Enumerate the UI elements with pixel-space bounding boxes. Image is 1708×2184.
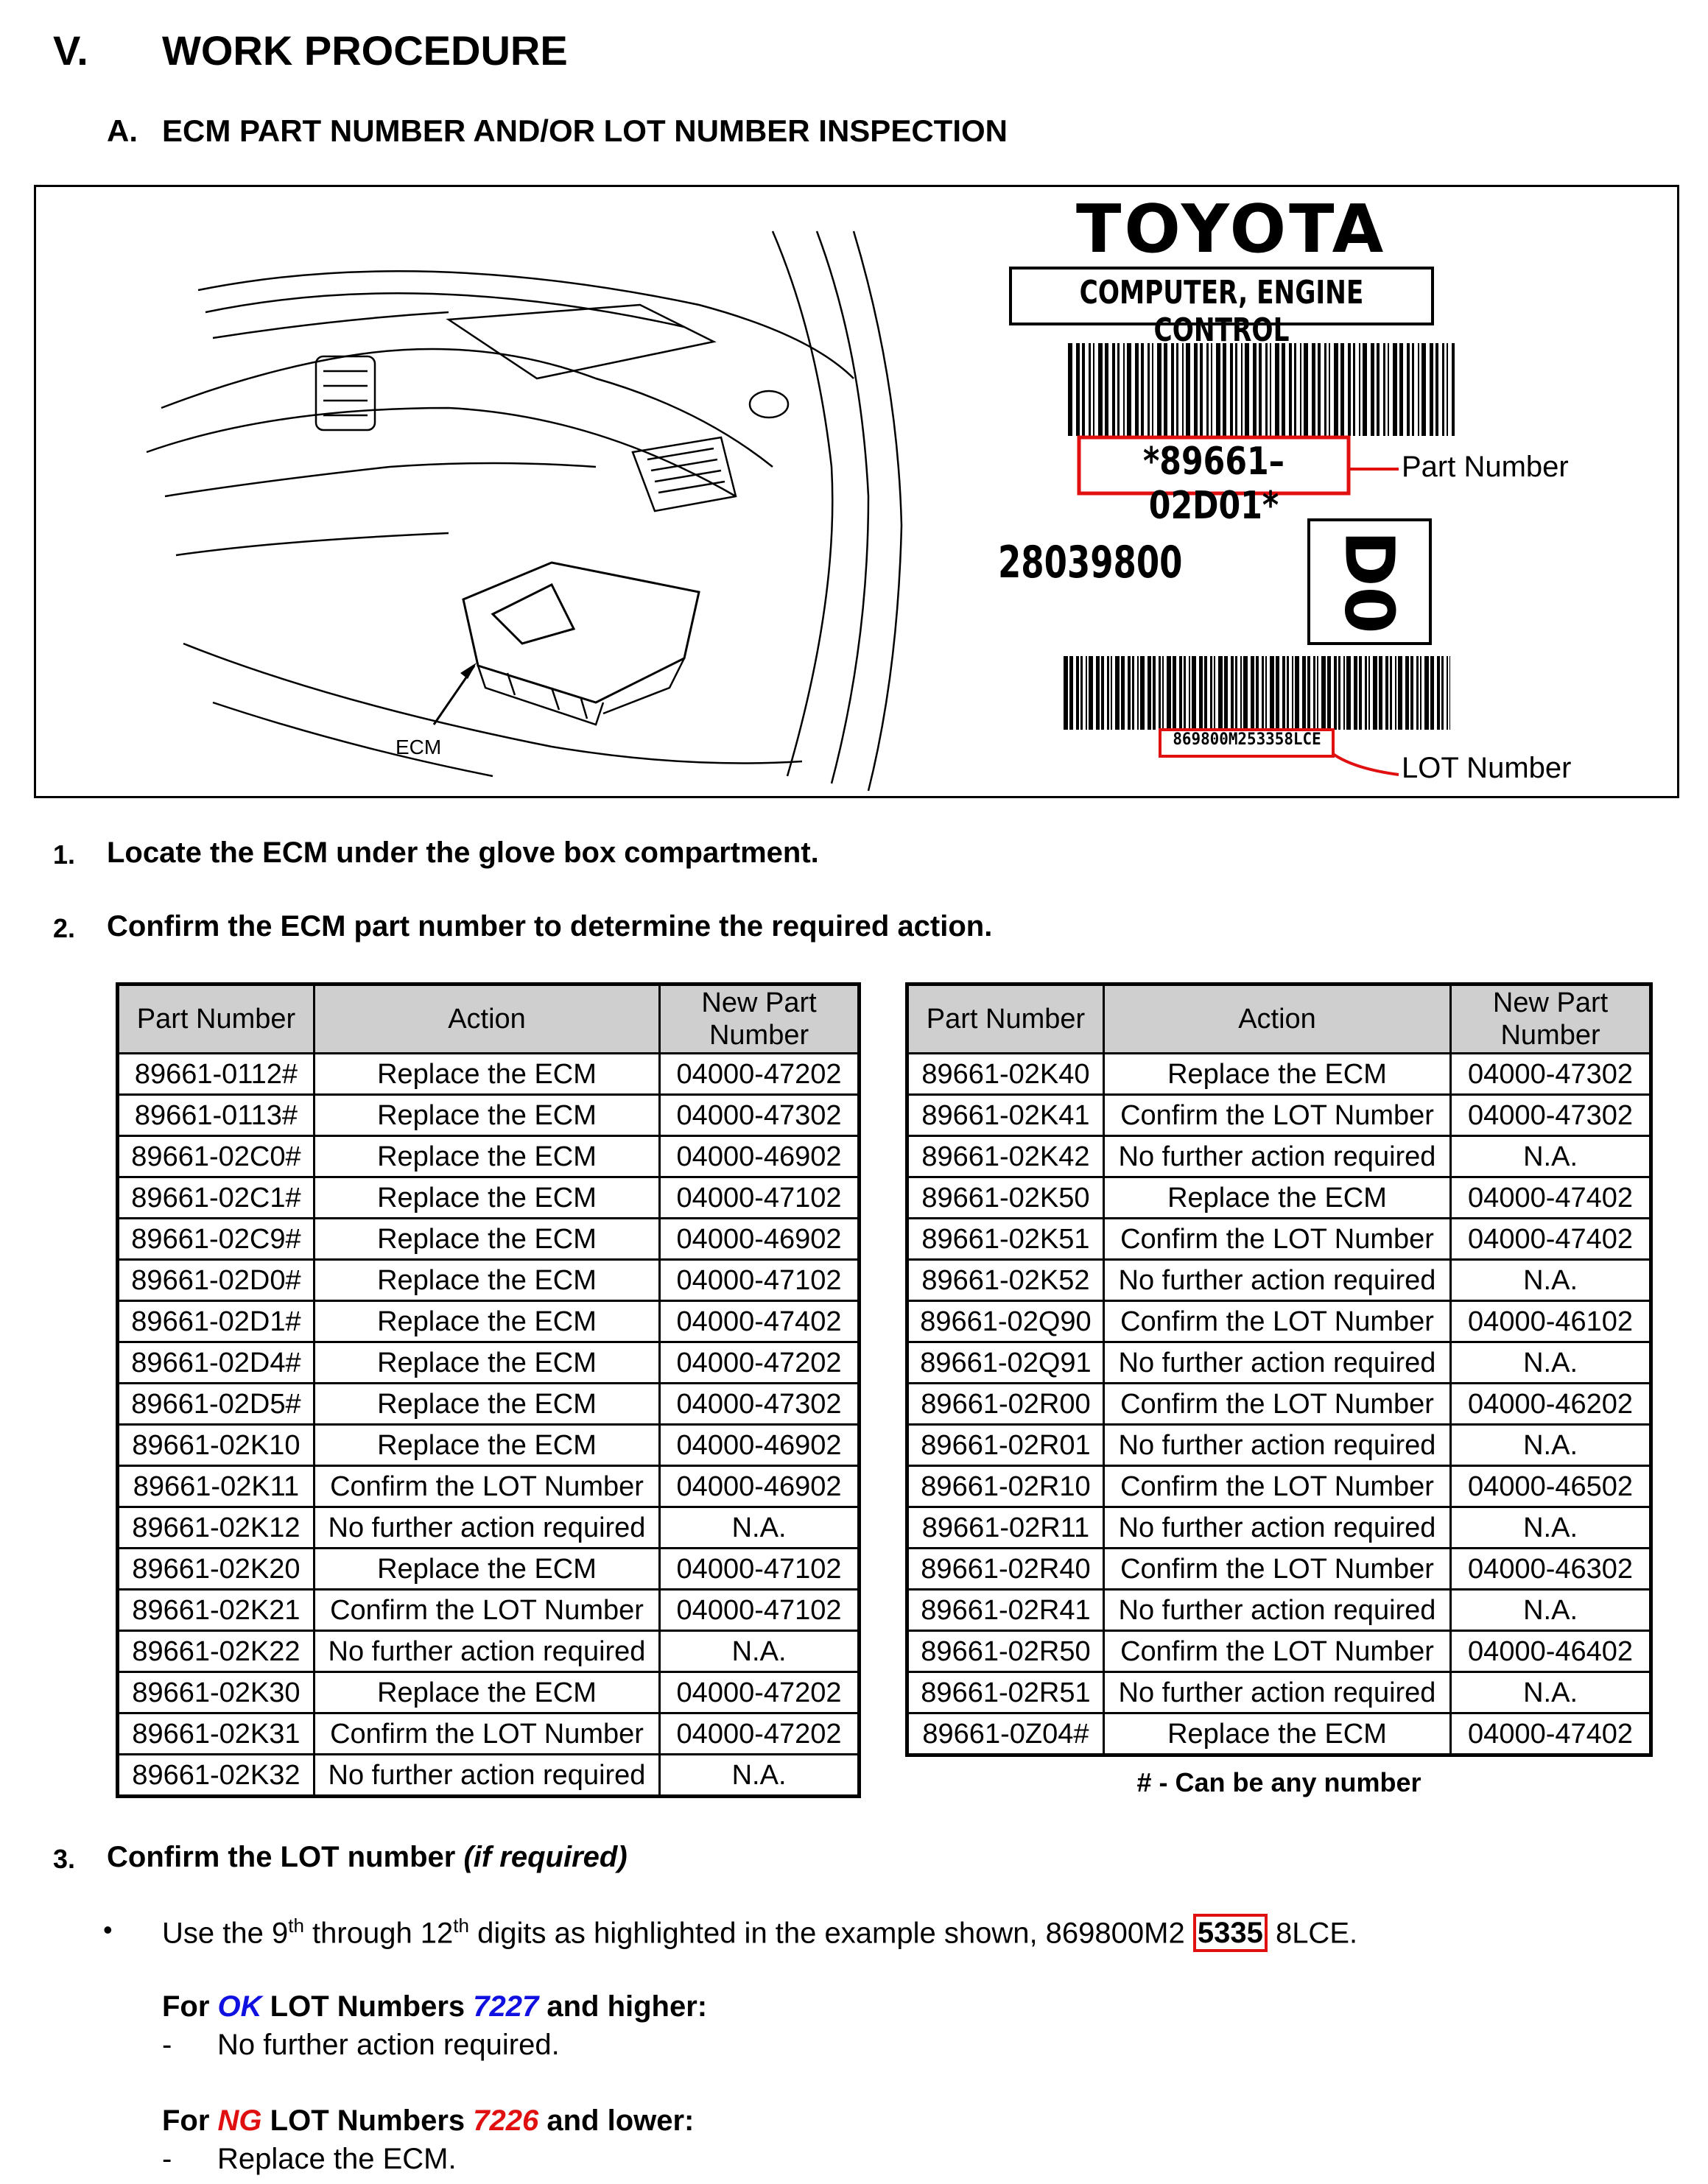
cell-action: Replace the ECM — [314, 1672, 659, 1713]
cell-new-part-number: 04000-46502 — [1451, 1466, 1651, 1507]
table-row — [907, 1342, 1651, 1384]
table-row — [907, 1631, 1651, 1672]
label-title: COMPUTER, ENGINE CONTROL — [1079, 274, 1364, 349]
cell-action: Confirm the LOT Number — [1103, 1301, 1450, 1342]
cell-new-part-number: 04000-46902 — [660, 1425, 860, 1466]
highlighted-digits: 5335 — [1193, 1914, 1268, 1952]
cell-part-number: 89661-02K11 — [118, 1466, 314, 1507]
cell-action: Replace the ECM — [1103, 1713, 1450, 1755]
cell-action: No further action required — [1103, 1590, 1450, 1631]
ng-lot-number: 7226 — [473, 2104, 539, 2137]
table-row — [118, 1590, 860, 1631]
cell-part-number: 89661-02K42 — [907, 1136, 1104, 1177]
cell-part-number: 89661-0113# — [118, 1095, 314, 1136]
lot-number-label: LOT Number — [1402, 752, 1572, 784]
ng-prefix: For — [162, 2104, 218, 2137]
table-row — [907, 1095, 1651, 1136]
cell-action: Replace the ECM — [314, 1095, 659, 1136]
cell-part-number: 89661-02Q90 — [907, 1301, 1104, 1342]
header-new-part-line2: Number — [709, 1020, 809, 1051]
table-row — [118, 1466, 860, 1507]
table-row — [118, 1672, 860, 1713]
ecm-figure — [34, 185, 1679, 798]
cell-part-number: 89661-02R40 — [907, 1549, 1104, 1590]
bullet-part-1: Use the 9 — [162, 1917, 289, 1950]
table-row — [118, 1136, 860, 1177]
ok-mid: LOT Numbers — [261, 1990, 474, 2023]
table-header-row — [907, 984, 1651, 1054]
table-row — [907, 1590, 1651, 1631]
cell-part-number: 89661-02K21 — [118, 1590, 314, 1631]
cell-new-part-number: 04000-47402 — [660, 1301, 860, 1342]
lot-digit-instruction — [162, 1914, 1357, 1950]
cell-action: No further action required — [1103, 1136, 1450, 1177]
step-2-text: Confirm the ECM part number to determine the required action. — [107, 910, 993, 943]
step-3-main: Confirm the LOT number — [107, 1841, 464, 1873]
cell-action: Replace the ECM — [314, 1301, 659, 1342]
cell-part-number: 89661-02K32 — [118, 1755, 314, 1797]
subsection-letter: A. — [107, 113, 138, 148]
cell-action: Confirm the LOT Number — [314, 1466, 659, 1507]
ng-heading — [162, 2104, 694, 2138]
cell-new-part-number: N.A. — [1451, 1507, 1651, 1549]
table-row — [118, 1095, 860, 1136]
subsection-title: ECM PART NUMBER AND/OR LOT NUMBER INSPECTION — [162, 113, 1008, 148]
cell-part-number: 89661-02K40 — [907, 1054, 1104, 1095]
lot-code: 869800M253358LCE — [1173, 730, 1321, 749]
bullet-part-4: 8LCE. — [1267, 1917, 1358, 1950]
header-new-part-line1: New Part — [1492, 987, 1609, 1018]
step-2-number: 2. — [53, 913, 76, 943]
cell-action: Replace the ECM — [314, 1219, 659, 1260]
header-action: Action — [1103, 984, 1450, 1054]
cell-new-part-number: N.A. — [1451, 1672, 1651, 1713]
cell-new-part-number: 04000-47302 — [1451, 1095, 1651, 1136]
cell-action: No further action required — [314, 1755, 659, 1797]
cell-new-part-number: 04000-46902 — [660, 1136, 860, 1177]
cell-new-part-number: 04000-46902 — [660, 1219, 860, 1260]
cell-part-number: 89661-02R00 — [907, 1384, 1104, 1425]
table-row — [118, 1177, 860, 1219]
cell-new-part-number: 04000-47202 — [660, 1713, 860, 1755]
cell-new-part-number: 04000-47102 — [660, 1549, 860, 1590]
cell-part-number: 89661-02K51 — [907, 1219, 1104, 1260]
table-row — [118, 1631, 860, 1672]
cell-action: Replace the ECM — [1103, 1177, 1450, 1219]
cell-part-number: 89661-02R51 — [907, 1672, 1104, 1713]
part-number-label: Part Number — [1402, 451, 1569, 483]
table-row — [907, 1054, 1651, 1095]
cell-part-number: 89661-02R11 — [907, 1507, 1104, 1549]
cell-action: No further action required — [1103, 1260, 1450, 1301]
ok-action: No further action required. — [217, 2029, 560, 2061]
cell-part-number: 89661-02R10 — [907, 1466, 1104, 1507]
table-row — [118, 1507, 860, 1549]
part-table-right — [905, 982, 1653, 1757]
cell-part-number: 89661-02R50 — [907, 1631, 1104, 1672]
cell-new-part-number: 04000-46902 — [660, 1466, 860, 1507]
table-row — [907, 1219, 1651, 1260]
cell-new-part-number: N.A. — [1451, 1590, 1651, 1631]
cell-action: No further action required — [314, 1507, 659, 1549]
cell-action: Confirm the LOT Number — [314, 1713, 659, 1755]
table-row — [118, 1342, 860, 1384]
cell-part-number: 89661-0112# — [118, 1054, 314, 1095]
cell-action: Confirm the LOT Number — [1103, 1219, 1450, 1260]
bullet-sup-1: th — [288, 1914, 304, 1937]
step-3-text — [107, 1841, 628, 1874]
cell-part-number: 89661-02K41 — [907, 1095, 1104, 1136]
bullet-dot: • — [103, 1914, 113, 1945]
part-number-code: *89661–02D01* — [1143, 440, 1284, 528]
header-new-part-line1: New Part — [701, 987, 817, 1018]
cell-action: Replace the ECM — [314, 1342, 659, 1384]
cell-action: Replace the ECM — [314, 1260, 659, 1301]
table-row — [118, 1713, 860, 1755]
cell-part-number: 89661-02K22 — [118, 1631, 314, 1672]
table-row — [907, 1507, 1651, 1549]
table-row — [118, 1384, 860, 1425]
cell-new-part-number: 04000-47102 — [660, 1260, 860, 1301]
step-3-italic: (if required) — [463, 1841, 628, 1873]
cell-new-part-number: 04000-47102 — [660, 1177, 860, 1219]
cell-action: Replace the ECM — [314, 1549, 659, 1590]
table-row — [907, 1672, 1651, 1713]
code-box — [1310, 522, 1429, 641]
step-1-text: Locate the ECM under the glove box compartment. — [107, 836, 819, 869]
header-new-part-number — [1451, 984, 1651, 1054]
cell-new-part-number: N.A. — [1451, 1136, 1651, 1177]
bullet-part-3: digits as highlighted in the example shown, 869800M2 — [468, 1917, 1193, 1950]
cell-action: No further action required — [314, 1631, 659, 1672]
cell-new-part-number: 04000-47302 — [660, 1384, 860, 1425]
cell-new-part-number: N.A. — [1451, 1425, 1651, 1466]
table-row — [907, 1713, 1651, 1755]
ok-dash: - — [162, 2029, 172, 2061]
cell-action: Replace the ECM — [314, 1136, 659, 1177]
table-row — [118, 1755, 860, 1797]
cell-part-number: 89661-02K12 — [118, 1507, 314, 1549]
table-row — [118, 1301, 860, 1342]
cell-new-part-number: 04000-46102 — [1451, 1301, 1651, 1342]
cell-new-part-number: 04000-46302 — [1451, 1549, 1651, 1590]
cell-new-part-number: 04000-46202 — [1451, 1384, 1651, 1425]
cell-action: No further action required — [1103, 1507, 1450, 1549]
ng-word: NG — [217, 2104, 262, 2137]
table-row — [907, 1466, 1651, 1507]
ng-dash: - — [162, 2143, 172, 2175]
table-row — [907, 1384, 1651, 1425]
cell-action: Confirm the LOT Number — [1103, 1095, 1450, 1136]
part-table-left — [116, 982, 861, 1798]
ok-heading — [162, 1990, 707, 2023]
ng-suffix: and lower: — [538, 2104, 695, 2137]
table-row — [118, 1549, 860, 1590]
cell-part-number: 89661-02K50 — [907, 1177, 1104, 1219]
table-note: # - Can be any number — [1136, 1767, 1421, 1797]
header-part-number: Part Number — [118, 984, 314, 1054]
cell-action: Replace the ECM — [314, 1384, 659, 1425]
cell-part-number: 89661-02D0# — [118, 1260, 314, 1301]
cell-part-number: 89661-02Q91 — [907, 1342, 1104, 1384]
cell-new-part-number: 04000-46402 — [1451, 1631, 1651, 1672]
cell-part-number: 89661-02C1# — [118, 1177, 314, 1219]
cell-new-part-number: 04000-47402 — [1451, 1177, 1651, 1219]
ng-mid: LOT Numbers — [261, 2104, 474, 2137]
cell-part-number: 89661-02K30 — [118, 1672, 314, 1713]
table-row — [907, 1260, 1651, 1301]
table-row — [118, 1425, 860, 1466]
cell-new-part-number: 04000-47402 — [1451, 1713, 1651, 1755]
brand-logo: TOYOTA — [1076, 191, 1387, 268]
table-header-row — [118, 984, 860, 1054]
cell-part-number: 89661-02C0# — [118, 1136, 314, 1177]
cell-new-part-number: N.A. — [1451, 1342, 1651, 1384]
cell-new-part-number: 04000-47302 — [1451, 1054, 1651, 1095]
step-1-number: 1. — [53, 839, 76, 870]
cell-action: No further action required — [1103, 1672, 1450, 1713]
header-new-part-number — [660, 984, 860, 1054]
table-row — [907, 1549, 1651, 1590]
cell-new-part-number: N.A. — [660, 1507, 860, 1549]
table-row — [118, 1054, 860, 1095]
cell-part-number: 89661-02K20 — [118, 1549, 314, 1590]
cell-part-number: 89661-02D4# — [118, 1342, 314, 1384]
table-row — [907, 1425, 1651, 1466]
table-row — [907, 1177, 1651, 1219]
table-row — [118, 1260, 860, 1301]
cell-action: Confirm the LOT Number — [1103, 1384, 1450, 1425]
code-box-text: D0 — [1329, 529, 1409, 634]
bullet-part-2: through 12 — [303, 1917, 454, 1950]
cell-action: Replace the ECM — [314, 1177, 659, 1219]
cell-action: Confirm the LOT Number — [314, 1590, 659, 1631]
cell-new-part-number: N.A. — [660, 1755, 860, 1797]
cell-part-number: 89661-02R01 — [907, 1425, 1104, 1466]
cell-part-number: 89661-02K10 — [118, 1425, 314, 1466]
cell-action: No further action required — [1103, 1425, 1450, 1466]
cell-part-number: 89661-02K31 — [118, 1713, 314, 1755]
cell-action: Confirm the LOT Number — [1103, 1631, 1450, 1672]
cell-new-part-number: 04000-47202 — [660, 1672, 860, 1713]
header-part-number: Part Number — [907, 984, 1104, 1054]
cell-part-number: 89661-02D5# — [118, 1384, 314, 1425]
header-action: Action — [314, 984, 659, 1054]
cell-part-number: 89661-02R41 — [907, 1590, 1104, 1631]
step-3-number: 3. — [53, 1844, 76, 1874]
cell-new-part-number: 04000-47402 — [1451, 1219, 1651, 1260]
cell-action: Confirm the LOT Number — [1103, 1549, 1450, 1590]
ok-prefix: For — [162, 1990, 218, 2023]
table-row — [907, 1301, 1651, 1342]
header-new-part-line2: Number — [1500, 1020, 1600, 1051]
cell-part-number: 89661-0Z04# — [907, 1713, 1104, 1755]
table-row — [118, 1219, 860, 1260]
cell-action: Confirm the LOT Number — [1103, 1466, 1450, 1507]
ecm-label: ECM — [396, 736, 442, 758]
cell-action: Replace the ECM — [1103, 1054, 1450, 1095]
cell-new-part-number: 04000-47202 — [660, 1342, 860, 1384]
cell-new-part-number: 04000-47202 — [660, 1054, 860, 1095]
ok-lot-number: 7227 — [473, 1990, 539, 2023]
cell-action: Replace the ECM — [314, 1054, 659, 1095]
section-title: WORK PROCEDURE — [162, 27, 568, 74]
bullet-sup-2: th — [453, 1914, 469, 1937]
ng-action: Replace the ECM. — [217, 2143, 457, 2175]
dashboard-illustration — [36, 187, 1679, 798]
cell-action: Replace the ECM — [314, 1425, 659, 1466]
serial-number: 28039800 — [998, 537, 1183, 588]
cell-new-part-number: N.A. — [660, 1631, 860, 1672]
cell-part-number: 89661-02D1# — [118, 1301, 314, 1342]
section-number: V. — [53, 27, 88, 74]
cell-new-part-number: 04000-47102 — [660, 1590, 860, 1631]
ok-suffix: and higher: — [538, 1990, 708, 2023]
table-row — [907, 1136, 1651, 1177]
ok-word: OK — [217, 1990, 262, 2023]
cell-new-part-number: N.A. — [1451, 1260, 1651, 1301]
cell-new-part-number: 04000-47302 — [660, 1095, 860, 1136]
cell-part-number: 89661-02C9# — [118, 1219, 314, 1260]
cell-part-number: 89661-02K52 — [907, 1260, 1104, 1301]
cell-action: No further action required — [1103, 1342, 1450, 1384]
